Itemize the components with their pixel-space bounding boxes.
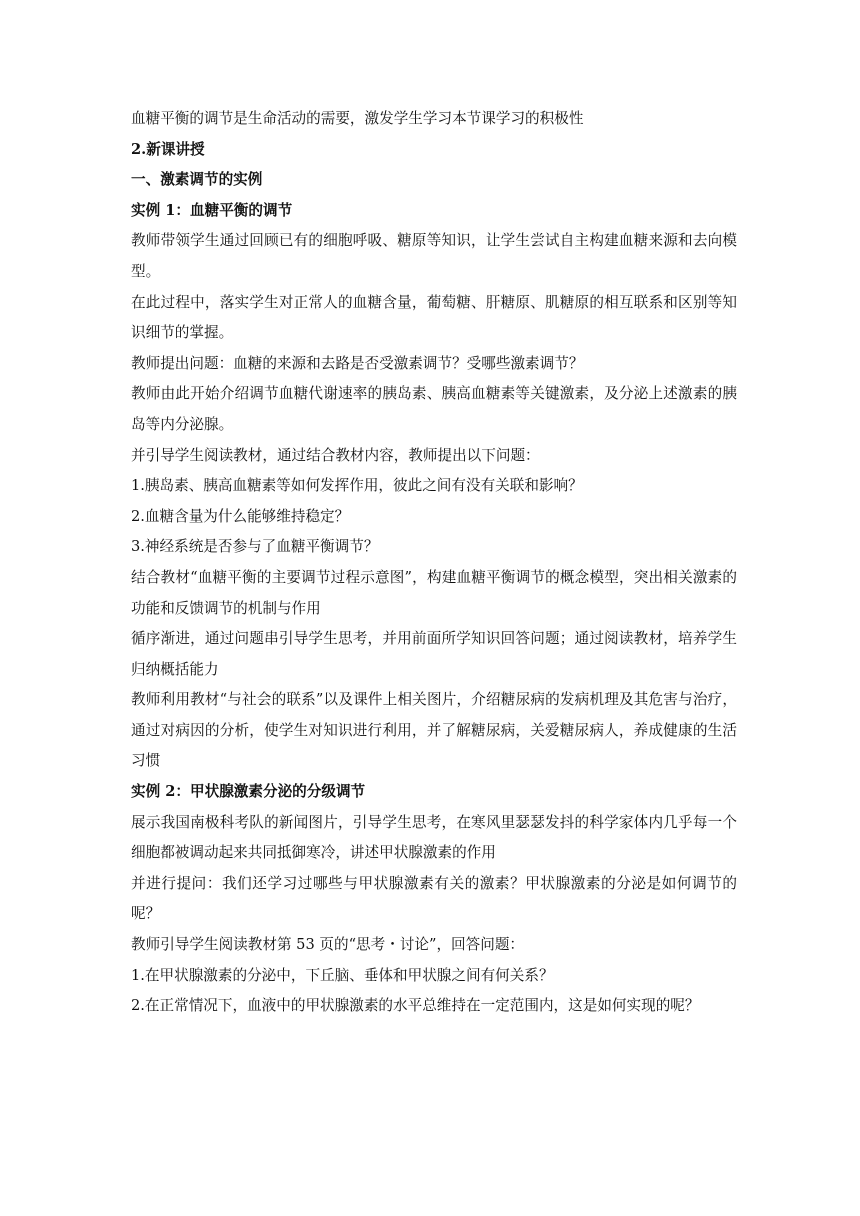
question-item: 3.神经系统是否参与了血糖平衡调节？ (131, 538, 379, 556)
document-page (131, 104, 737, 1022)
paragraph: 在此过程中，落实学生对正常人的血糖含量，葡萄糖、肝糖原、肌糖原的相互联系和区别等知识细节的掌握。 (131, 293, 737, 342)
paragraph: 循序渐进，通过问题串引导学生思考，并用前面所学知识回答问题；通过阅读教材，培养学生归纳概括能力 (131, 630, 737, 678)
paragraph: 展示我国南极科考队的新闻图片，引导学生思考，在寒风里瑟瑟发抖的科学家体内几乎每一个细胞都被调动起来共同抵御寒冷，讲述甲状腺激素的作用 (131, 813, 737, 862)
paragraph: 并进行提问：我们还学习过哪些与甲状腺激素有关的激素？甲状腺激素的分泌是如何调节的呢？ (131, 874, 737, 923)
heading-new-lesson: 2.新课讲授 (131, 140, 205, 158)
question-item: 1.胰岛素、胰高血糖素等如何发挥作用，彼此之间有没有关联和影响？ (131, 477, 583, 495)
heading-example-2: 实例 2：甲状腺激素分泌的分级调节 (131, 783, 366, 801)
paragraph: 教师带领学生通过回顾已有的细胞呼吸、糖原等知识，让学生尝试自主构建血糖来源和去向模型。 (131, 232, 737, 280)
question-item: 2.血糖含量为什么能够维持稳定？ (131, 507, 350, 525)
question-item: 1.在甲状腺激素的分泌中，下丘脑、垂体和甲状腺之间有何关系？ (131, 966, 554, 984)
paragraph: 教师引导学生阅读教材第 53 页的“思考・讨论”，回答问题： (131, 936, 525, 954)
paragraph: 结合教材“血糖平衡的主要调节过程示意图”，构建血糖平衡调节的概念模型，突出相关激素的功能和反馈调节的机制与作用 (131, 568, 737, 617)
paragraph-intro: 血糖平衡的调节是生命活动的需要，激发学生学习本节课学习的积极性 (131, 110, 584, 127)
heading-hormone-examples: 一、激素调节的实例 (131, 171, 263, 189)
heading-example-1: 实例 1：血糖平衡的调节 (131, 201, 293, 219)
paragraph: 教师由此开始介绍调节血糖代谢速率的胰岛素、胰高血糖素等关键激素，及分泌上述激素的胰岛等内分泌腺。 (131, 385, 737, 433)
question-item: 2.在正常情况下，血液中的甲状腺激素的水平总维持在一定范围内，这是如何实现的呢？ (131, 997, 700, 1015)
paragraph: 并引导学生阅读教材，通过结合教材内容，教师提出以下问题： (131, 446, 540, 464)
paragraph: 教师利用教材“与社会的联系”以及课件上相关图片，介绍糖尿病的发病机理及其危害与治疗，通过对病因的分析，使学生对知识进行利用，并了解糖尿病，关爱糖尿病人，养成健康的生活习惯 (131, 691, 737, 770)
paragraph: 教师提出问题：血糖的来源和去路是否受激素调节？受哪些激素调节？ (131, 354, 584, 372)
